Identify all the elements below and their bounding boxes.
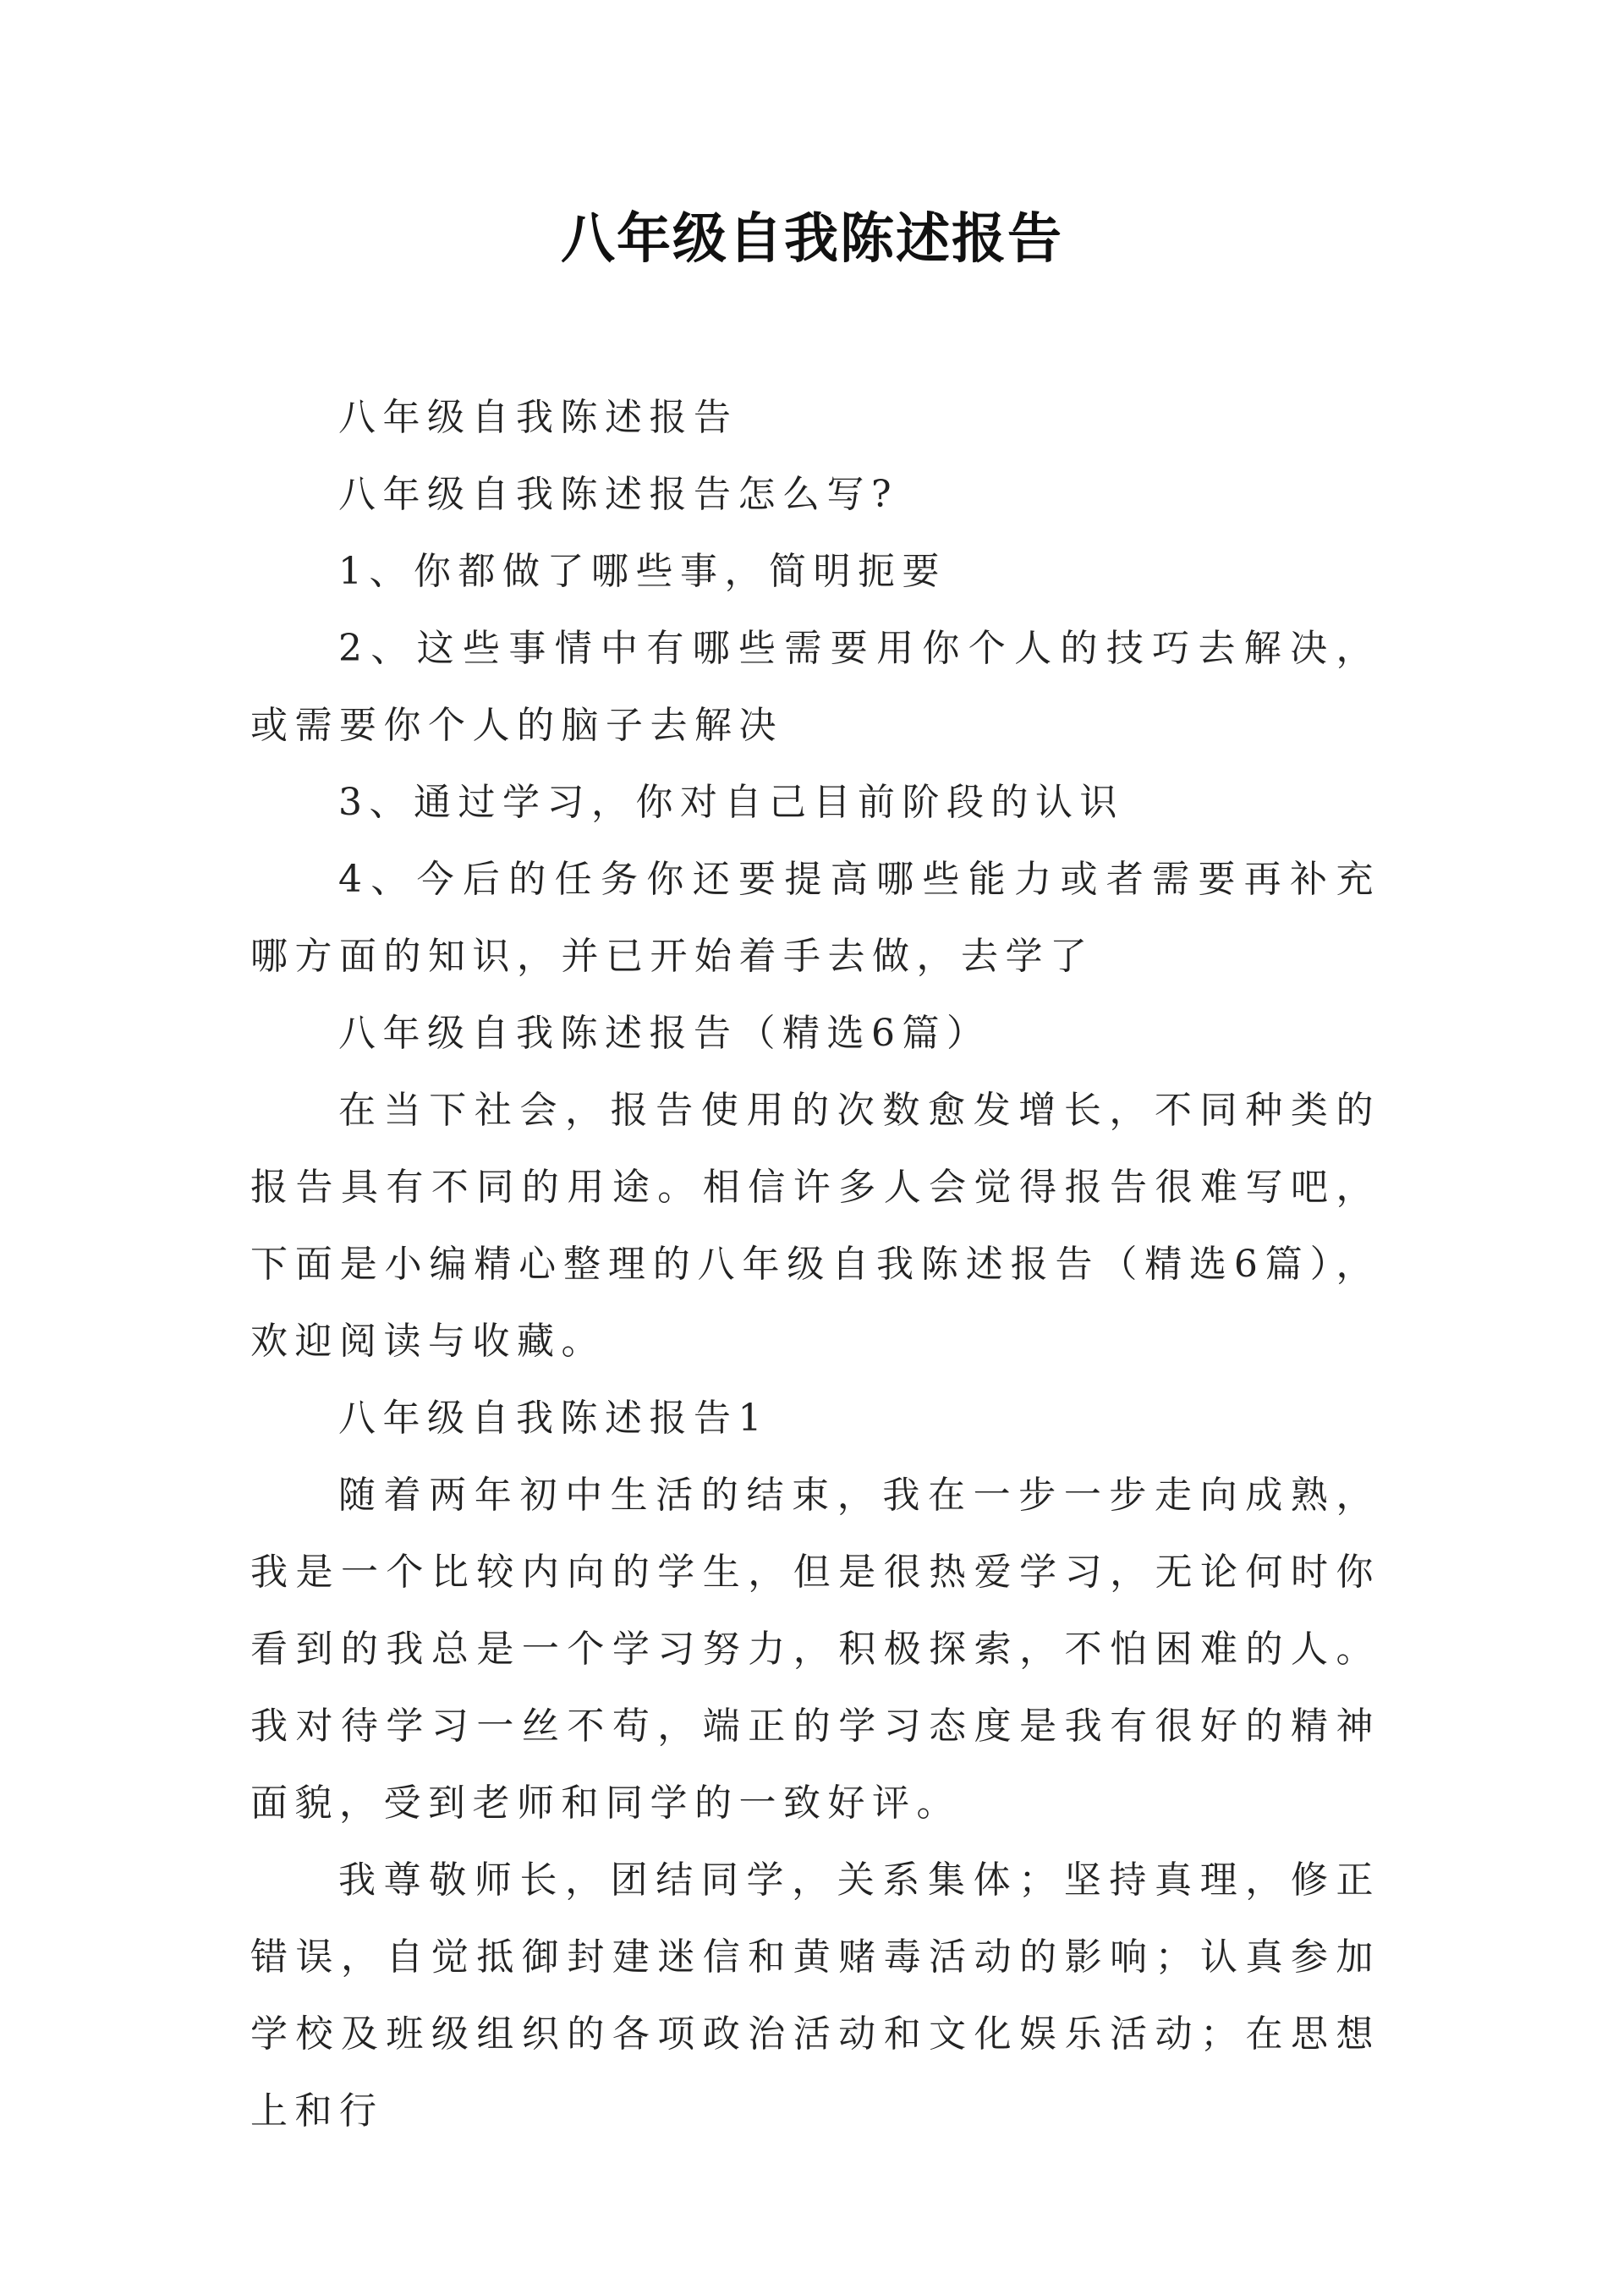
paragraph-heading-selection: 八年级自我陈述报告（精选6篇） xyxy=(338,1012,991,1055)
document-title: 八年级自我陈述报告 xyxy=(561,207,1063,271)
paragraph-heading-intro: 八年级自我陈述报告 xyxy=(338,396,738,439)
paragraph-point-2: 2、这些事情中有哪些需要用你个人的技巧去解决，或需要你个人的脑子去解决 xyxy=(250,627,1380,747)
paragraph-point-1: 1、你都做了哪些事，简明扼要 xyxy=(338,550,946,593)
paragraph-point-3: 3、通过学习，你对自己目前阶段的认识 xyxy=(338,781,1124,824)
paragraph-introduction: 在当下社会，报告使用的次数愈发增长，不同种类的报告具有不同的用途。相信许多人会觉得报告很难写吧，下面是小编精心整理的八年级自我陈述报告（精选6篇），欢迎阅读与收藏。 xyxy=(250,1089,1380,1363)
paragraph-report-1-continued: 我尊敬师长，团结同学，关系集体；坚持真理，修正错误，自觉抵御封建迷信和黄赌毒活动的影响；认真参加学校及班级组织的各项政治活动和文化娱乐活动；在思想上和行 xyxy=(250,1859,1380,2133)
paragraph-question: 八年级自我陈述报告怎么写? xyxy=(338,473,899,516)
paragraph-point-4: 4、今后的任务你还要提高哪些能力或者需要再补充哪方面的知识，并已开始着手去做，去学了 xyxy=(250,858,1380,978)
paragraph-heading-report-1: 八年级自我陈述报告1 xyxy=(338,1397,769,1440)
paragraph-report-1-body: 随着两年初中生活的结束，我在一步一步走向成熟，我是一个比较内向的学生，但是很热爱学习，无论何时你看到的我总是一个学习努力，积极探索，不怕困难的人。我对待学习一丝不苟，端正的学习态度是我有很好的精神面貌，受到老师和同学的一致好评。 xyxy=(250,1474,1380,1825)
document-body xyxy=(250,379,1380,2150)
